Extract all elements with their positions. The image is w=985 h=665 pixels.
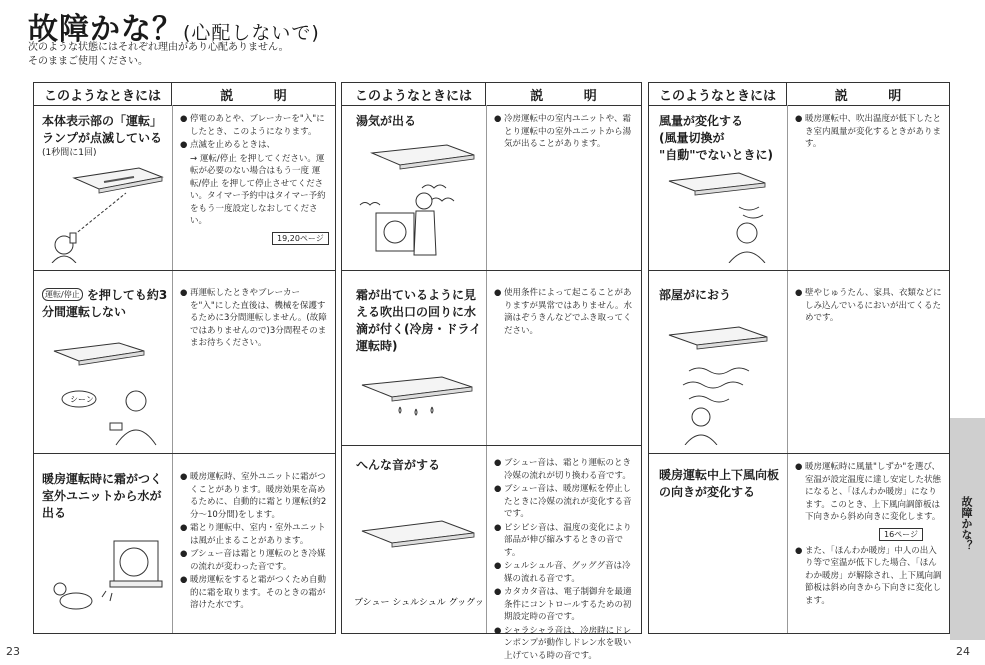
- silence-bubble-text: シーン: [70, 395, 94, 404]
- row-divider: [649, 453, 949, 454]
- situation-room-odor: 部屋がにおう: [659, 288, 732, 302]
- explanation-airflow-change: ● 暖房運転中、吹出温度が低下したとき室内風量が変化するときがあります。: [795, 114, 942, 149]
- page-title-sub: (心配しないで): [183, 22, 320, 44]
- row-divider: [649, 270, 949, 271]
- outdoor-unit-dog-illustration: [46, 523, 168, 623]
- header-situation: このようなときには: [34, 83, 172, 105]
- page-title-main: 故障かな？: [28, 12, 183, 47]
- troubleshoot-column-2: [341, 82, 642, 661]
- situation-no-run-3min: 運転/停止 を押しても約3分間運転しない: [42, 288, 168, 319]
- column-divider: [486, 105, 487, 633]
- waiting-man-illustration: [44, 341, 168, 446]
- noisy-indoor-unit-illustration: [350, 513, 484, 613]
- situation-lamp-blinking: 本体表示部の「運転」ランプが点滅している (1秒間に1回): [42, 113, 168, 159]
- header-situation: このようなときには: [342, 83, 486, 105]
- odor-person-illustration: [659, 323, 785, 445]
- header-explanation: 説 明: [834, 88, 920, 104]
- row-divider: [34, 270, 335, 271]
- steam-outdoor-unit-illustration: [352, 143, 482, 263]
- column-header: [342, 83, 641, 106]
- situation-airflow-change: 風量が変化する (風量切換が "自動"でないときに): [659, 114, 773, 162]
- explanation-frost-droplets: ● 使用条件によって起こることがありますが異常ではありません。水滴はぞうきんなどでふき取ってください。: [494, 288, 633, 336]
- section-side-tab-label: 故障かな？: [960, 496, 973, 551]
- situation-frost-droplets: 霜が出ているように見える吹出口の回りに水滴が付く(冷房・ドライ運転時): [356, 288, 482, 353]
- intro-text: [28, 41, 289, 69]
- explanation-strange-noise: ● ブシュー音は、霜とり運転のとき冷媒の流れが切り換わる音です。 ● ブシュー音は、暖房運転を停止したときに冷媒の流れが変化する音です。 ● ピシピシ音は、温度の変化により部品が伸び縮みするときの音です。 ● シュルシュル音、グッググ音は冷媒の流れる音です。 ● カタカタ音は、電子制御弁を最適条件にコントロールするための初期設定時の音です。 ● シャラシャラ音は、冷房時にドレンポンプが動作しドレン水を吸い上げている時の音です。: [494, 458, 632, 661]
- situation-steam: 湯気が出る: [356, 114, 417, 128]
- run-stop-key-label: 運転/停止: [42, 288, 83, 301]
- header-explanation: 説 明: [530, 88, 615, 104]
- situation-strange-noise: へんな音がする: [356, 458, 441, 472]
- page-reference: 19,20ページ: [272, 232, 329, 245]
- column-header: [34, 83, 335, 106]
- intro-line-1: 次のような状態にはそれぞれ理由があり心配ありません。: [28, 42, 289, 53]
- explanation-frost-outdoor: ● 暖房運転時、室外ユニットに霜がつくことがあります。暖房効果を高めるために、自動的に霜とり運転(約2分〜10分間)をします。 ● 霜とり運転中、室内・室外ユニットは風が止まることがあります。 ● ブシュー音は霜とり運転のとき冷媒の流れが変わった音です。 ● 暖房運転をすると霜がつくため自動的に霜を取ります。そのときの霜が溶けた水です。: [180, 472, 327, 610]
- explanation-steam: ● 冷房運転中の室内ユニットや、霜とり運転中の室外ユニットから湯気が出ることがあります。: [494, 114, 632, 149]
- page-number-right: 24: [956, 645, 970, 658]
- droplet-outlet-illustration: [352, 373, 482, 433]
- page-number-left: 23: [6, 645, 20, 658]
- airflow-person-illustration: [659, 171, 783, 263]
- explanation-lamp-blinking: ● 停電のあとや、ブレーカーを"入"にしたとき、このようになります。 ● 点滅を止めるときは、 → 運転/停止 を押してください。運転が必要のない場合はもう一度 運転/停止 を押して停止させてください。タイマー予約中はタイマー予約をもう一度設定しなおしてください。 19,20ページ: [180, 113, 330, 245]
- situation-vane-direction: 暖房運転中上下風向板の向きが変化する: [659, 468, 780, 499]
- column-header: [649, 83, 949, 106]
- indoor-unit-remote-illustration: [44, 163, 168, 263]
- column-divider: [172, 105, 173, 633]
- explanation-no-run-3min: ● 再運転したときやブレーカーを"入"にした直後は、機械を保護するために3分間運転しません。(故障ではありませんので)3分間程そのままお待ちください。: [180, 288, 327, 348]
- header-situation: このようなときには: [649, 83, 787, 105]
- row-divider: [342, 270, 641, 271]
- noise-sound-effects: ブシュー シュルシュル グッグッ: [354, 598, 484, 608]
- explanation-vane-direction: ● 暖房運転時に風量"しずか"を選び、室温が設定温度に達し安定した状態になると、「ほんわか暖房」になります。このとき、上下風向調節板は下向きから斜め向きに変化します。 16ページ ● また、「ほんわか暖房」中人の出入り等で室温が低下した場合、「ほんわか暖房」が解除され、上下風向調節板は斜め向きから下向きに変化します。: [795, 462, 942, 606]
- situation-frost-outdoor: 暖房運転時に霜がつく室外ユニットから水が出る: [42, 472, 163, 520]
- row-divider: [342, 445, 641, 446]
- column-divider: [787, 105, 788, 633]
- page-reference: 16ページ: [879, 528, 923, 541]
- header-explanation: 説 明: [220, 88, 305, 104]
- intro-line-2: そのままご使用ください。: [28, 56, 148, 67]
- troubleshoot-column-1: [33, 82, 336, 634]
- row-divider: [34, 453, 335, 454]
- explanation-room-odor: ● 壁やじゅうたん、家具、衣類などにしみ込んでいるにおいが出てくるためです。: [795, 288, 942, 323]
- troubleshoot-column-3: [648, 82, 950, 634]
- blink-rate-note: (1秒間に1回): [42, 148, 97, 158]
